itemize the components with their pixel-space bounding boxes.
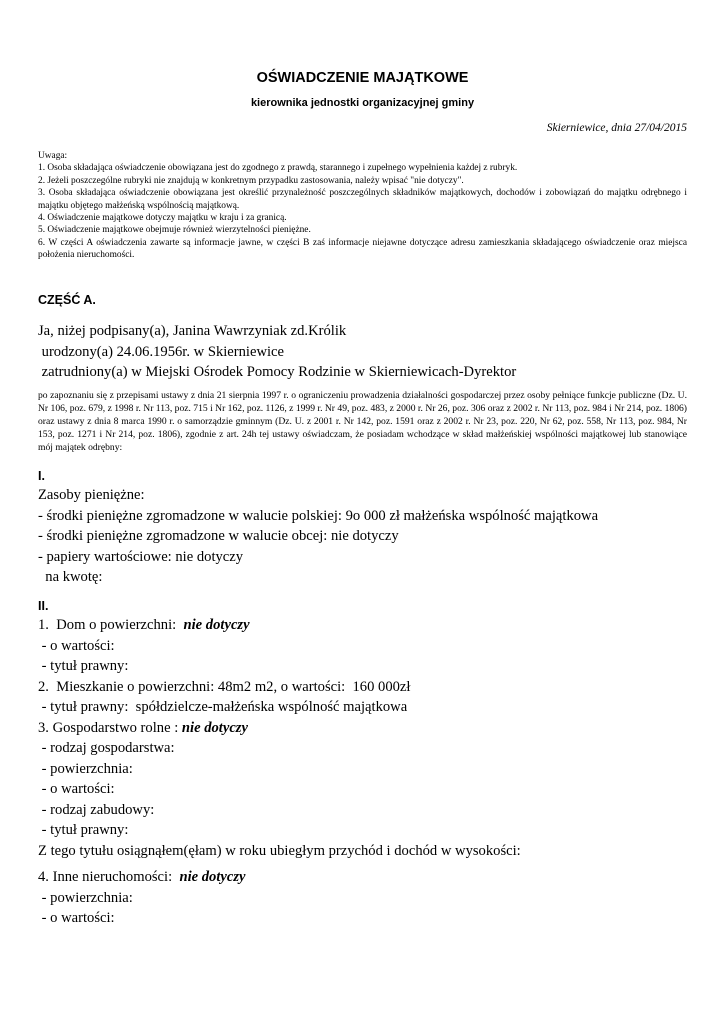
place-date: Skierniewice, dnia 27/04/2015 xyxy=(546,122,687,134)
house-value-line: - o wartości: xyxy=(38,637,115,654)
other-area-line: - powierzchnia: xyxy=(38,889,133,906)
section-1 xyxy=(38,467,698,588)
document-title: OŚWIADCZENIE MAJĄTKOWE xyxy=(256,70,469,86)
house-label: 1. Dom o powierzchni: xyxy=(38,617,184,633)
farm-title-line: - tytuł prawny: xyxy=(38,822,129,838)
securities-amount: na kwotę: xyxy=(38,569,103,585)
section-2 xyxy=(38,597,698,929)
other-property-line xyxy=(38,867,698,888)
cash-heading: Zasoby pieniężne: xyxy=(38,487,145,503)
house-value: nie dotyczy xyxy=(183,617,250,633)
flat-title-line: - tytuł prawny: spółdzielcze-małżeńska wspólność majątkowa xyxy=(38,699,408,715)
farm-label: 3. Gospodarstwo rolne : xyxy=(38,719,182,736)
legal-statement: po zapoznaniu się z przepisami ustawy z dnia 21 sierpnia 1997 r. o ograniczeniu prowadzenia działalności gospodarczej przez osoby pełniące funkcje publiczne (Dz. U. Nr 106, poz. 679, z 1998 r. Nr 113, poz. 715 i Nr 162, poz. 1126, z 1999 r. Nr 49, poz. 483, z 2000 r. Nr 26, poz. 306 oraz z 2002 r. Nr 113, poz. 984 i Nr 214, poz. 1806) oraz ustawy z dnia 8 marca 1990 r. o samorządzie gminnym (Dz. U. z 2001 r. Nr 142, poz. 1591 oraz z 2002 r. Nr 23, poz. 220, Nr 62, poz. 558, Nr 113, poz. 984, Nr 153, poz. 1271 i Nr 214, poz. 1806), zgodnie z art. 24h tej ustawy oświadczam, że posiadam wchodzące w skład małżeńskiej wspólności majątkowej lub stanowiące mój majątek odrębny: xyxy=(38,390,687,453)
document-subtitle: kierownika jednostki organizacyjnej gminy xyxy=(250,97,475,109)
house-title-line: - tytuł prawny: xyxy=(38,658,129,674)
note-item: 6. W części A oświadczenia zawarte są informacje jawne, w części B zaś informacje niejawne dotyczące adresu zamieszkania składającego oświadczenie oraz miejsca położenia nieruchomości. xyxy=(38,237,687,261)
declarant-name: Ja, niżej podpisany(a), Janina Wawrzyniak zd.Królik xyxy=(38,323,347,339)
cash-foreign: - środki pieniężne zgromadzone w walucie obcej: nie dotyczy xyxy=(38,528,399,544)
other-value-line: - o wartości: xyxy=(38,910,115,926)
declarant-birth: urodzony(a) 24.06.1956r. w Skierniewice xyxy=(38,343,285,360)
note-item: 1. Osoba składająca oświadczenie obowiązana jest do zgodnego z prawdą, starannego i zupełnego wypełnienia każdej z rubryk. xyxy=(38,163,518,174)
note-item: 4. Oświadczenie majątkowe dotyczy majątku w kraju i za granicą. xyxy=(38,213,287,224)
note-item: 2. Jeżeli poszczególne rubryki nie znajdują w konkretnym przypadku zastosowania, należy wpisać "nie dotyczy". xyxy=(38,175,464,186)
farm-buildings-line: - rodzaj zabudowy: xyxy=(38,801,155,818)
note-item: 3. Osoba składająca oświadczenie obowiązana jest określić przynależność poszczególnych składników majątkowych, dochodów i zobowiązań do majątku odrębnego i majątku objętego małżeńską wspólnością majątkową. xyxy=(38,188,687,211)
farm-type-line: - rodzaj gospodarstwa: xyxy=(38,740,175,756)
farm-area-line: - powierzchnia: xyxy=(38,760,133,777)
farm-value: nie dotyczy xyxy=(181,719,248,736)
cash-pln: - środki pieniężne zgromadzone w walucie polskiej: 9o 000 zł małżeńska wspólność majątkowa xyxy=(38,507,599,524)
declarant-block xyxy=(38,321,698,383)
note-item: 5. Oświadczenie majątkowe obejmuje również wierzytelności pieniężne. xyxy=(38,225,311,236)
part-a-heading: CZĘŚĆ A. xyxy=(38,293,96,307)
section-2-heading: II. xyxy=(38,599,49,613)
other-property-label: 4. Inne nieruchomości: xyxy=(38,869,180,885)
farm-line xyxy=(38,718,698,739)
other-property-value: nie dotyczy xyxy=(179,869,246,885)
farm-income-line: Z tego tytułu osiągnąłem(ęłam) w roku ubiegłym przychód i dochód w wysokości: xyxy=(38,842,521,859)
section-1-heading: I. xyxy=(38,469,45,483)
declarant-employment: zatrudniony(a) w Miejski Ośrodek Pomocy Rodzinie w Skierniewicach-Dyrektor xyxy=(38,364,517,380)
securities: - papiery wartościowe: nie dotyczy xyxy=(38,548,244,565)
flat-line: 2. Mieszkanie o powierzchni: 48m2 m2, o wartości: 160 000zł xyxy=(38,678,411,695)
farm-value-line: - o wartości: xyxy=(38,781,115,797)
house-line xyxy=(38,615,698,636)
notes-heading: Uwaga: xyxy=(38,151,68,161)
notes-block xyxy=(38,150,687,262)
